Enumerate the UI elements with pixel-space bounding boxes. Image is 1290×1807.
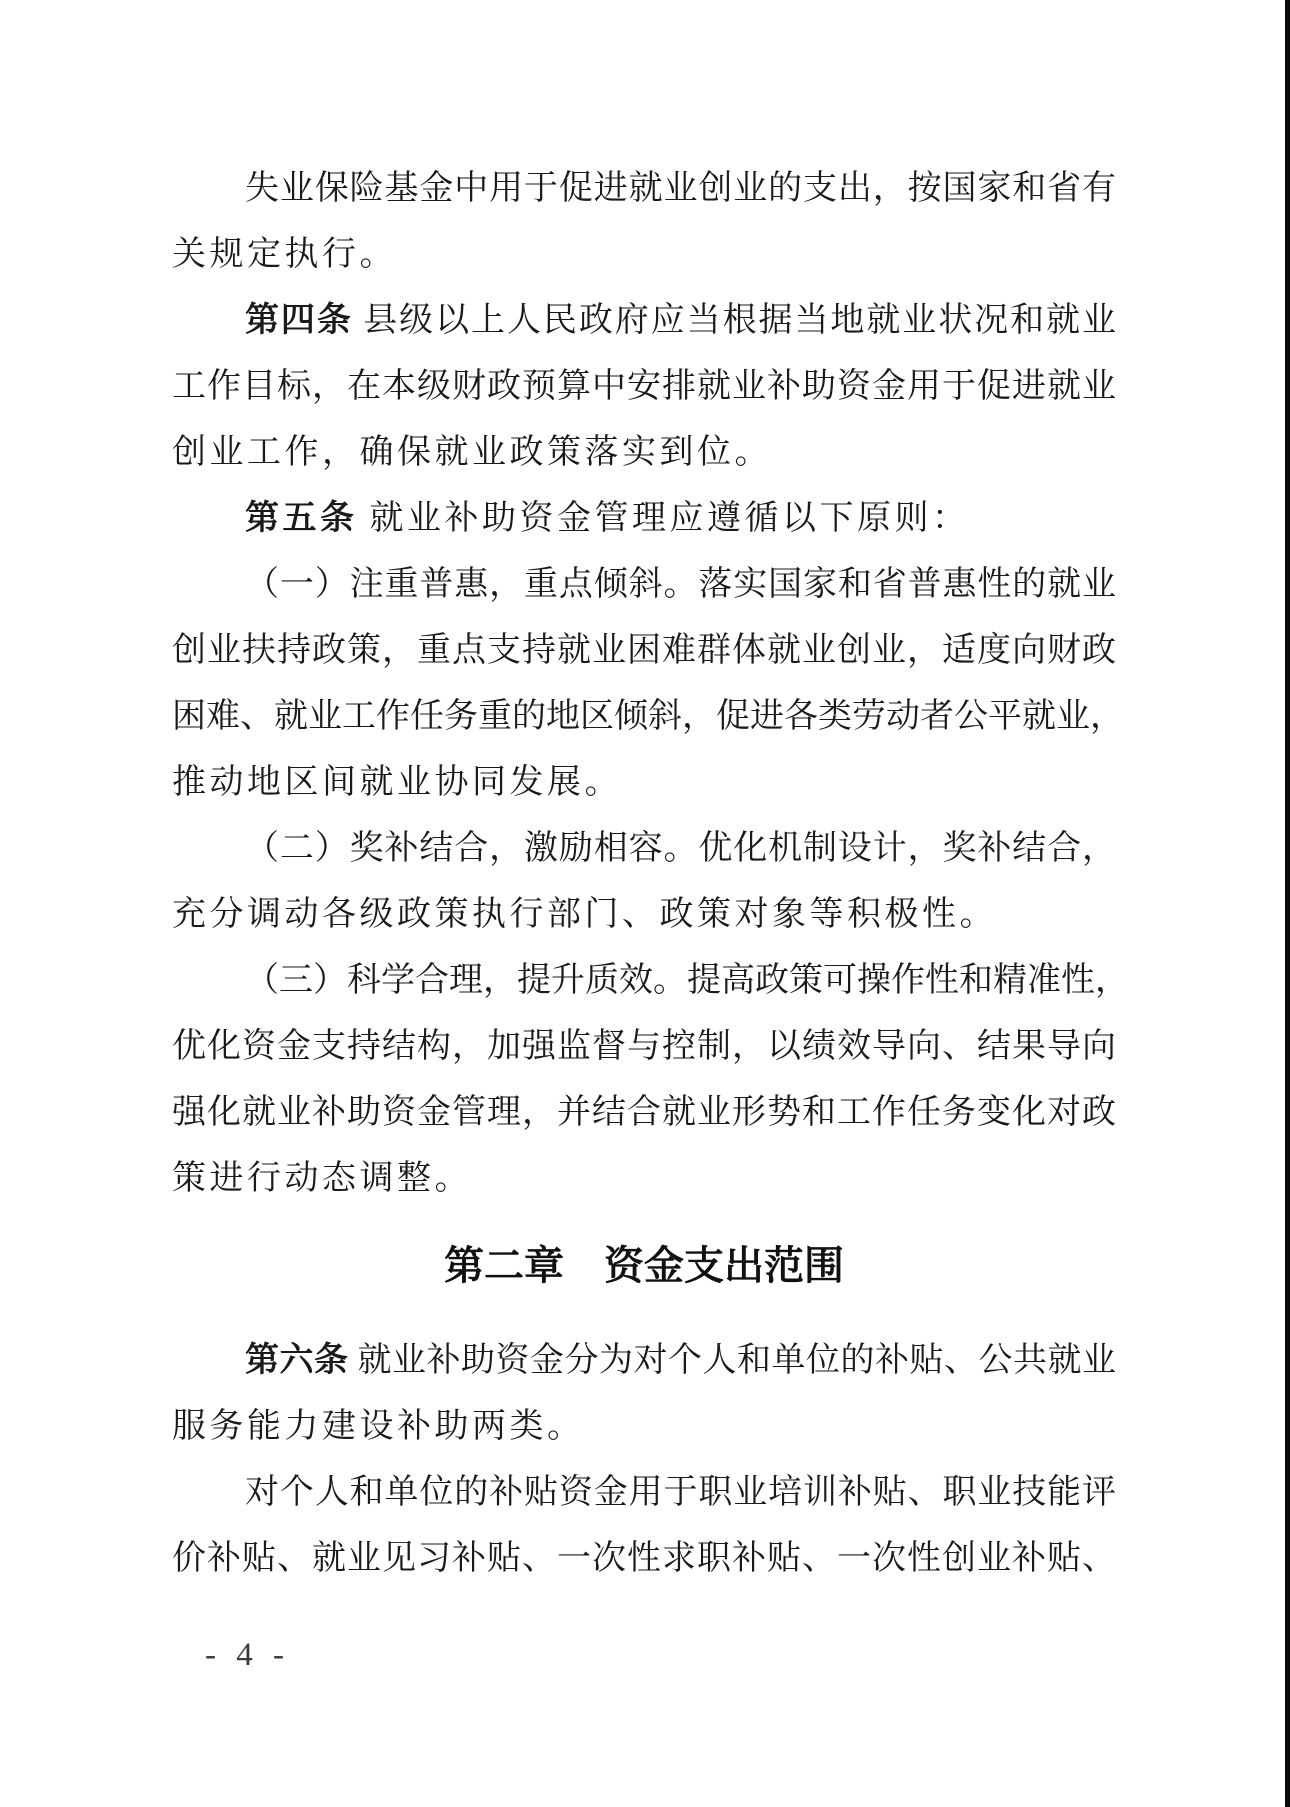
line-text: 服务能力建设补助两类。	[172, 1408, 585, 1445]
body-line	[172, 618, 1116, 684]
body-line	[172, 1014, 1116, 1080]
line-text: 工作目标，在本级财政预算中安排就业补助资金用于促进就业	[172, 368, 1116, 405]
body-line	[172, 750, 1116, 816]
line-text: （一）注重普惠，重点倾斜。落实国家和省普惠性的就业	[245, 566, 1116, 603]
line-text: 关规定执行。	[172, 236, 397, 273]
line-text: 价补贴、就业见习补贴、一次性求职补贴、一次性创业补贴、	[172, 1540, 1116, 1577]
line-text: 强化就业补助资金管理，并结合就业形势和工作任务变化对政	[172, 1094, 1116, 1131]
line-text: 就业补助资金管理应遵循以下原则：	[357, 500, 970, 537]
body-line	[172, 156, 1116, 222]
body-line	[172, 948, 1129, 1014]
page-number: - 4 -	[205, 1637, 290, 1673]
chapter-heading: 第二章 资金支出范围	[444, 1244, 844, 1288]
body-line	[172, 288, 1116, 354]
line-text: 创业扶持政策，重点支持就业困难群体就业创业，适度向财政	[172, 632, 1116, 669]
line-text: 策进行动态调整。	[172, 1160, 472, 1197]
line-text: 失业保险基金中用于促进就业创业的支出，按国家和省有	[245, 170, 1116, 207]
line-text: 对个人和单位的补贴资金用于职业培训补贴、职业技能评	[245, 1474, 1116, 1511]
article-number: 第四条	[245, 302, 353, 339]
line-text: 县级以上人民政府应当根据当地就业状况和就业	[352, 302, 1116, 339]
body-line	[172, 420, 1116, 486]
line-text: （二）奖补结合，激励相容。优化机制设计，奖补结合，	[245, 830, 1116, 867]
line-text: 创业工作，确保就业政策落实到位。	[172, 434, 772, 471]
body-text-upper	[172, 156, 1129, 1212]
body-line	[172, 1526, 1116, 1592]
body-line	[172, 222, 1116, 288]
body-line	[172, 1080, 1116, 1146]
article-number: 第五条	[245, 500, 358, 537]
body-line	[172, 1460, 1116, 1526]
body-line	[172, 1394, 1116, 1460]
body-line	[172, 684, 1124, 750]
scan-edge-line	[1285, 0, 1290, 1807]
line-text: 充分调动各级政策执行部门、政策对象等积极性。	[172, 896, 997, 933]
body-text-lower	[172, 1328, 1116, 1592]
line-text: 就业补助资金分为对个人和单位的补贴、公共就业	[348, 1342, 1116, 1379]
article-number: 第六条	[245, 1342, 349, 1379]
line-text: 优化资金支持结构，加强监督与控制，以绩效导向、结果导向	[172, 1028, 1116, 1065]
body-line	[172, 816, 1116, 882]
body-line	[172, 354, 1116, 420]
body-line	[172, 882, 1116, 948]
body-line	[172, 1328, 1116, 1394]
line-text: （三）科学合理，提升质效。提高政策可操作性和精准性，	[245, 962, 1129, 999]
body-line	[172, 552, 1116, 618]
body-line	[172, 486, 1116, 552]
line-text: 推动地区间就业协同发展。	[172, 764, 622, 801]
line-text: 困难、就业工作任务重的地区倾斜，促进各类劳动者公平就业，	[172, 698, 1124, 735]
body-line	[172, 1146, 1116, 1212]
